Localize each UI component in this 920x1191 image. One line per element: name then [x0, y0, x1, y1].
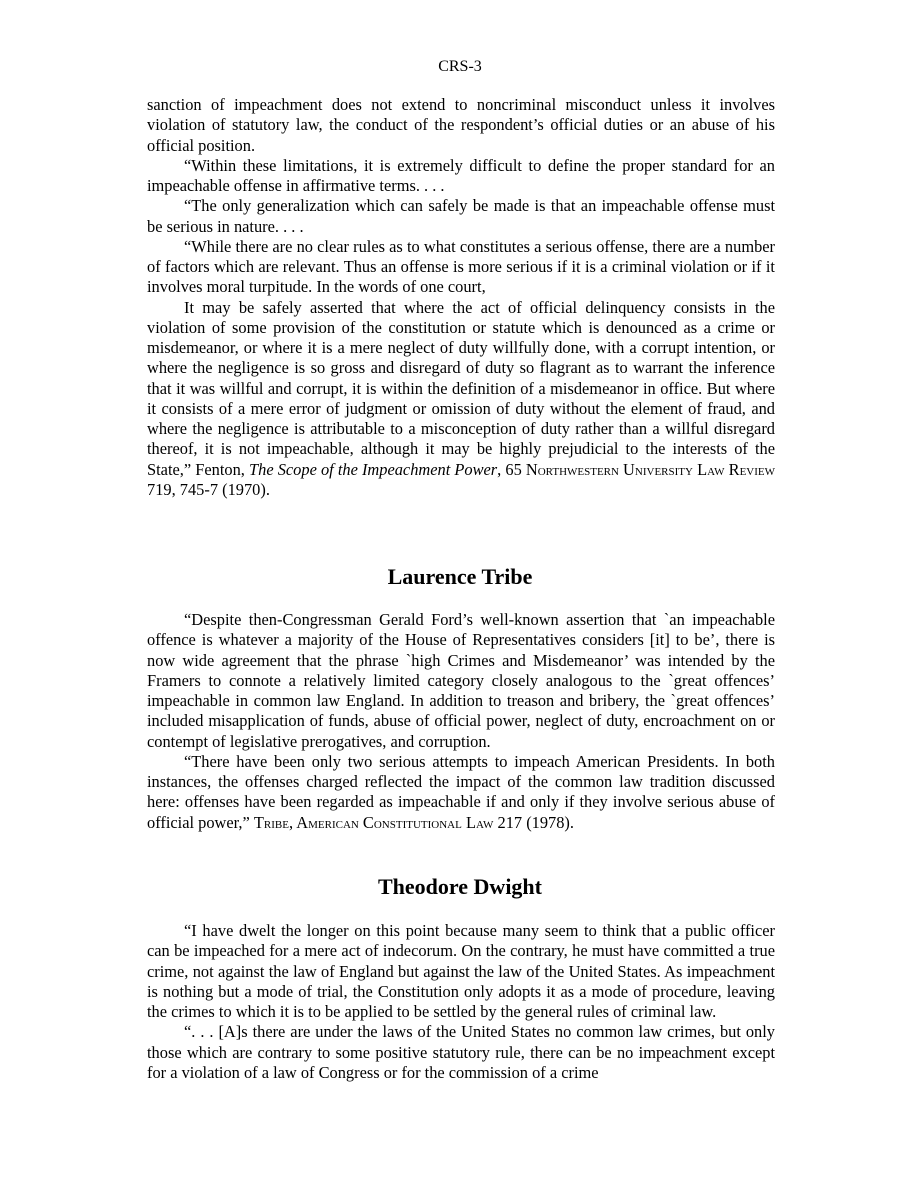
paragraph-citation [147, 298, 775, 501]
citation-pages: 719, 745-7 (1970). [147, 479, 270, 499]
paragraph: sanction of impeachment does not extend to noncriminal misconduct unless it involves violation of statutory law, the conduct of the respondent’s official duties or an abuse of his official position. [147, 95, 775, 155]
paragraph: “I have dwelt the longer on this point because many seem to think that a public officer can be impeached for a mere act of indecorum. On the contrary, he must have committed a true crime, not against the law of England but against the law of the United States. As impeachment is nothing but a mode of trial, the Constitution only adopts it as a mode of procedure, leaving the crimes to which it is to be applied to be settled by the general rules of criminal law. [147, 921, 775, 1021]
paragraph: “Despite then-Congressman Gerald Ford’s well-known assertion that `an impeachable offence is whatever a majority of the House of Representatives considers [it] to be’, there is now wide agreement that the phrase `high Crimes and Misdemeanor’ was intended by the Framers to connote a relatively limited category closely analogous to the `great offences’ impeachable in common law England. In addition to treason and bribery, the `great offences’ included misapplication of funds, abuse of official power, neglect of duty, encroachment on or contempt of legislative prerogatives, and corruption. [147, 610, 775, 751]
paragraph: “The only generalization which can safely be made is that an impeachable offense must be serious in nature. . . . [147, 196, 775, 236]
page-number: CRS-3 [438, 58, 482, 75]
paragraph: “While there are no clear rules as to what constitutes a serious offense, there are a number of factors which are relevant. Thus an offense is more serious if it is a criminal violation or if it involves moral turpitude. In the words of one court, [147, 236, 775, 297]
paragraph-citation [147, 752, 775, 833]
citation-source: Tribe, American Constitutional Law [253, 812, 494, 832]
citation-pages: 217 (1978). [493, 812, 574, 832]
section-heading-dwight: Theodore Dwight [378, 874, 542, 899]
paragraph-text: It may be safely asserted that where the act of official delinquency consists in the violation of some provision of the constitution or statute which is denounced as a crime or misdemeanor, or where it is a mere neglect of duty willfully done, with a corrupt intention, or where the negligence is so gross and disregard of duty so flagrant as to warrant the inference that it was willful and corrupt, it is within the definition of a misdemeanor in office. But where it consists of a mere error of judgment or omission of duty without the element of fraud, and where the negligence is attributable to a misconception of duty rather than a willful disregard thereof, it is not impeachable, although it may be highly prejudicial to the interests of the State,” Fenton, [147, 297, 775, 479]
paragraph-text: “There have been only two serious attempts to impeach American Presidents. In both instances, the offenses charged reflected the impact of the common law tradition discussed here: offenses have been regarded as impeachable if and only if they involve serious abuse of official power,” [147, 751, 775, 832]
paragraph: “. . . [A]s there are under the laws of the United States no common law crimes, but only those which are contrary to some positive statutory rule, there can be no impeachment except for a violation of a law of Congress or for the commission of a crime [147, 1022, 775, 1082]
section-dwight [147, 921, 775, 1083]
section-tribe [147, 610, 775, 833]
paragraph: “Within these limitations, it is extremely difficult to define the proper standard for an impeachable offense in affirmative terms. . . . [147, 155, 775, 195]
section-fenton-quote [147, 95, 775, 500]
citation-title: The Scope of the Impeachment Power [249, 459, 498, 479]
citation-volume: , 65 [497, 459, 526, 479]
section-heading-tribe: Laurence Tribe [387, 564, 533, 589]
citation-journal: Northwestern University Law Review [525, 459, 775, 479]
